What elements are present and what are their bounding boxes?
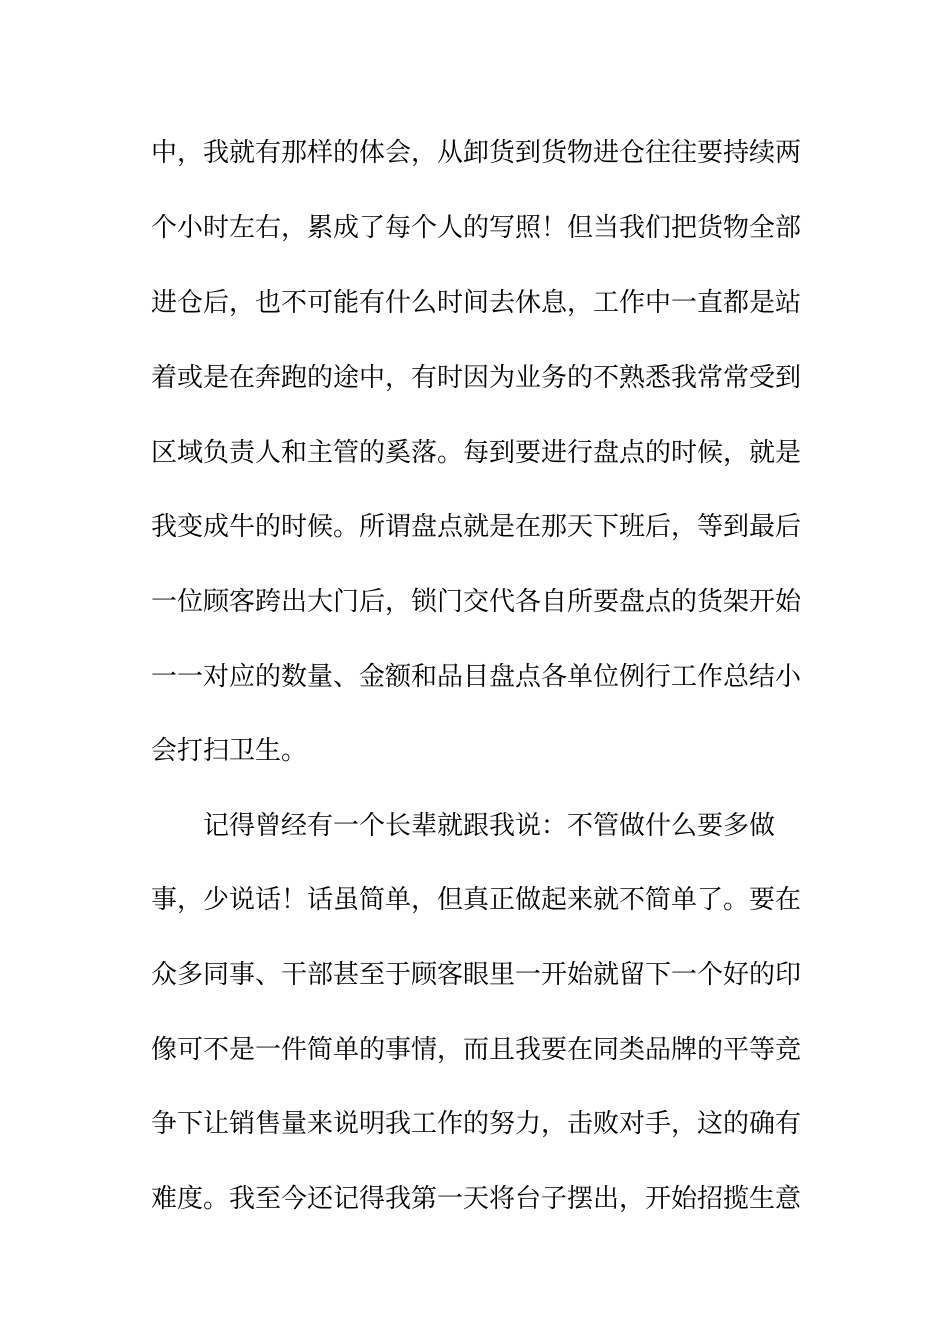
text-line: 区域负责人和主管的奚落。每到要进行盘点的时候，就是 [151, 438, 802, 468]
text-line: 我变成牛的时候。所谓盘点就是在那天下班后，等到最后 [151, 512, 802, 542]
text-line: 事，少说话！话虽简单，但真正做起来就不简单了。要在 [151, 885, 802, 915]
paragraph-first-line: 记得曾经有一个长辈就跟我说：不管做什么要多做 [203, 811, 776, 841]
text-line: 一一对应的数量、金额和品目盘点各单位例行工作总结小 [151, 662, 802, 692]
text-line: 众多同事、干部甚至于顾客眼里一开始就留下一个好的印 [151, 960, 802, 990]
text-line: 一位顾客跨出大门后，锁门交代各自所要盘点的货架开始 [151, 587, 802, 617]
text-line: 难度。我至今还记得我第一天将台子摆出，开始招揽生意 [151, 1184, 802, 1214]
text-line: 像可不是一件简单的事情，而且我要在同类品牌的平等竞 [151, 1035, 802, 1065]
text-line: 个小时左右，累成了每个人的写照！但当我们把货物全部 [151, 213, 802, 243]
paragraph-end-line: 会打扫卫生。 [151, 736, 308, 766]
text-line: 争下让销售量来说明我工作的努力，击败对手，这的确有 [151, 1109, 802, 1139]
text-line: 着或是在奔跑的途中，有时因为业务的不熟悉我常常受到 [151, 363, 802, 393]
text-line: 中，我就有那样的体会，从卸货到货物进仓往往要持续两 [151, 138, 802, 168]
text-line: 进仓后，也不可能有什么时间去休息，工作中一直都是站 [151, 288, 802, 318]
